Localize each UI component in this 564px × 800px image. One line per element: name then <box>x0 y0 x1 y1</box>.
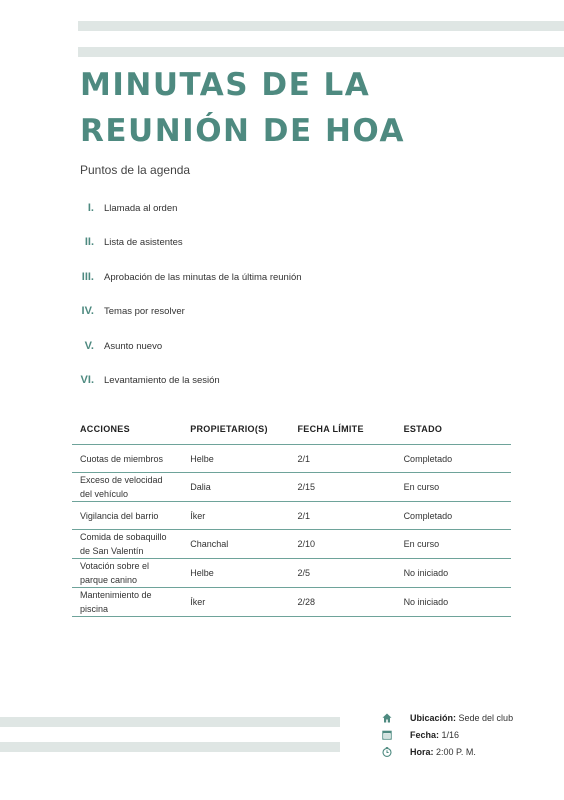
home-icon <box>382 713 392 723</box>
table-cell: No iniciado <box>396 588 511 617</box>
table-cell: Cuotas de miembros <box>72 445 182 473</box>
table-row <box>72 530 511 559</box>
date-value: 1/16 <box>441 730 460 740</box>
location-value: Sede del club <box>458 713 514 723</box>
agenda-text: Levantamiento de la sesión <box>104 374 220 386</box>
decorative-bar-bottom-1 <box>0 717 340 727</box>
agenda-text: Aprobación de las minutas de la última reunión <box>104 271 302 283</box>
agenda-item <box>72 264 492 298</box>
column-header-actions: ACCIONES <box>72 414 182 445</box>
agenda-number: II. <box>84 236 94 249</box>
agenda-item <box>72 333 492 367</box>
document-title: MINUTAS DE LA REUNIÓN DE HOA <box>80 67 405 149</box>
table-row <box>72 445 511 473</box>
table-cell: 2/15 <box>290 473 396 502</box>
decorative-bar-top-1 <box>78 21 564 31</box>
clock-icon <box>382 747 392 757</box>
time-row <box>382 745 562 762</box>
date-text <box>410 730 459 740</box>
table-cell: Comida de sobaquillo de San Valentín <box>72 530 182 559</box>
time-value: 2:00 P. M. <box>436 747 476 757</box>
table-row <box>72 588 511 617</box>
table-row <box>72 473 511 502</box>
time-label: Hora: <box>410 747 434 757</box>
meeting-info <box>382 711 562 762</box>
actions-table <box>72 414 511 617</box>
agenda-list <box>72 195 492 401</box>
table-cell: 2/1 <box>290 502 396 530</box>
table-row <box>72 559 511 588</box>
agenda-text: Lista de asistentes <box>104 237 183 249</box>
column-header-owners: PROPIETARIO(S) <box>182 414 289 445</box>
date-label: Fecha: <box>410 730 440 740</box>
agenda-text: Asunto nuevo <box>104 340 163 352</box>
table-cell: En curso <box>396 530 511 559</box>
agenda-number: III. <box>81 270 94 283</box>
table-cell: Exceso de velocidad del vehículo <box>72 473 182 502</box>
location-label: Ubicación: <box>410 713 457 723</box>
table-cell: Completado <box>396 445 511 473</box>
date-row <box>382 728 562 745</box>
decorative-bar-bottom-2 <box>0 742 340 752</box>
agenda-text: Temas por resolver <box>104 306 185 318</box>
agenda-text: Llamada al orden <box>104 203 178 214</box>
table-cell: Vigilancia del barrio <box>72 502 182 530</box>
table-cell: 2/5 <box>290 559 396 588</box>
agenda-item <box>72 298 492 332</box>
table-cell: Votación sobre el parque canino <box>72 559 182 588</box>
table-cell: Íker <box>182 502 289 530</box>
location-text <box>410 713 513 723</box>
table-cell: Mantenimiento de piscina <box>72 588 182 617</box>
table-cell: No iniciado <box>396 559 511 588</box>
table-cell: En curso <box>396 473 511 502</box>
agenda-heading: Puntos de la agenda <box>80 163 191 177</box>
table-cell: 2/10 <box>290 530 396 559</box>
column-header-due-date: FECHA LÍMITE <box>290 414 396 445</box>
table-cell: Íker <box>182 588 289 617</box>
agenda-number: VI. <box>80 373 94 386</box>
agenda-number: V. <box>84 339 94 352</box>
agenda-item <box>72 195 492 229</box>
table-cell: Completado <box>396 502 511 530</box>
calendar-icon <box>382 730 392 740</box>
table-row <box>72 502 511 530</box>
table-cell: Dalia <box>182 473 289 502</box>
table-cell: 2/1 <box>290 445 396 473</box>
time-text <box>410 747 476 757</box>
table-cell: Helbe <box>182 559 289 588</box>
table-cell: Chanchal <box>182 530 289 559</box>
agenda-item <box>72 229 492 263</box>
decorative-bar-top-2 <box>78 47 564 57</box>
agenda-number: IV. <box>81 305 94 318</box>
table-cell: 2/28 <box>290 588 396 617</box>
location-row <box>382 711 562 728</box>
table-cell: Helbe <box>182 445 289 473</box>
table-header-row <box>72 414 511 445</box>
column-header-status: ESTADO <box>396 414 511 445</box>
agenda-number: I. <box>87 202 94 214</box>
agenda-item <box>72 367 492 401</box>
